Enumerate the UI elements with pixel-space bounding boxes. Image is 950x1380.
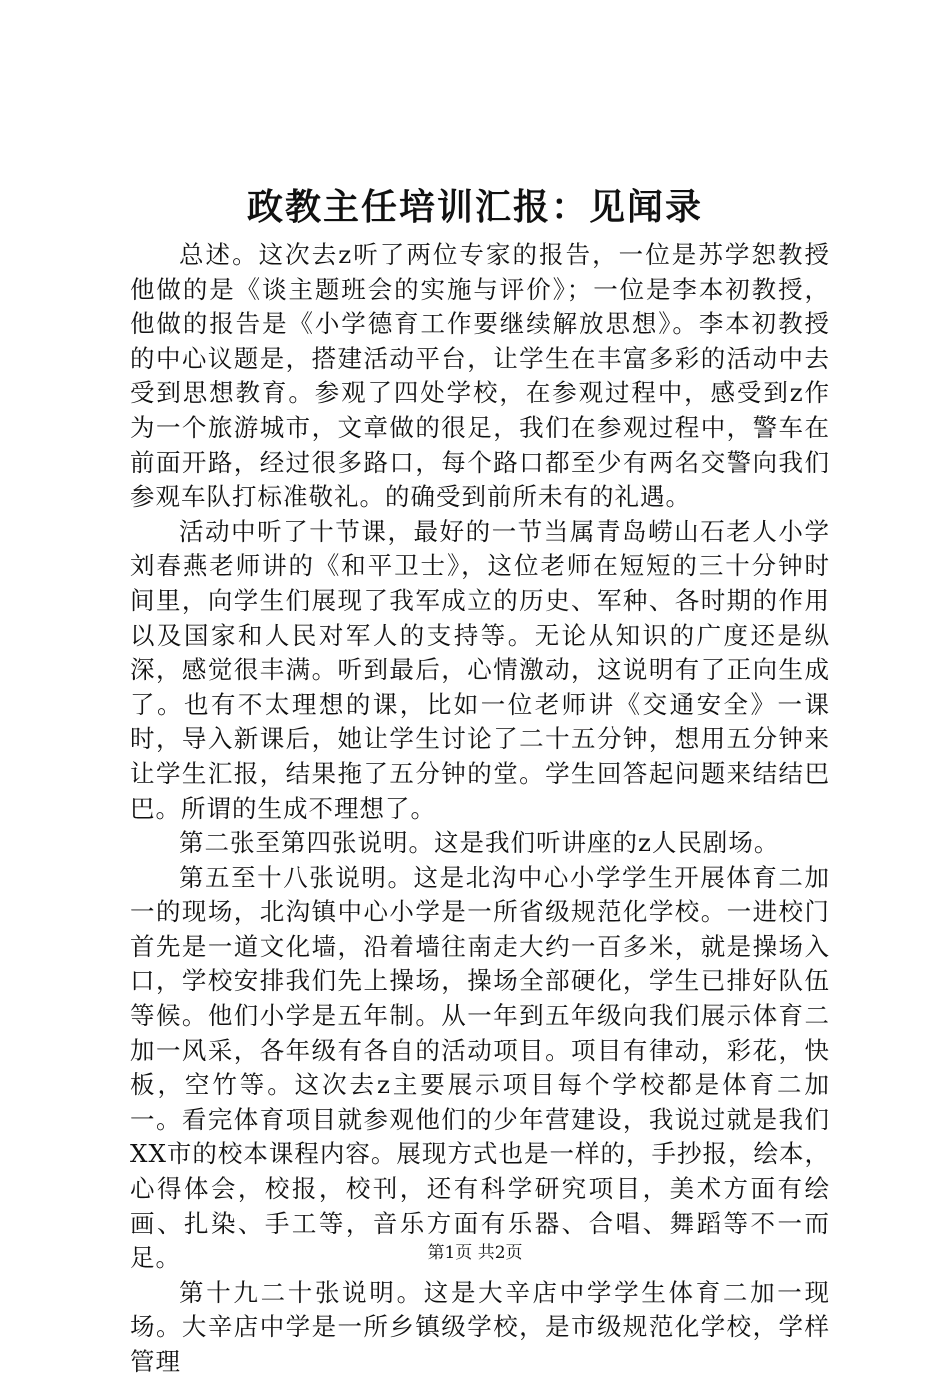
paragraph-photos-2-4: 第二张至第四张说明。这是我们听讲座的z人民剧场。	[179, 828, 780, 858]
paragraph-overview: 总述。这次去z听了两位专家的报告，一位是苏学恕教授他做的是《谈主题班会的实施与评价》；一位是李本初教授，他做的报告是《小学德育工作要继续解放思想》。李本初教授的中心议题是，搭建活动平台，让学生在丰富多彩的活动中去受到思想教育。参观了四处学校，在参观过程中，感受到z作为一个旅游城市，文章做的很足，我们在参观过程中，警车在前面开路，经过很多路口，每个路口都至少有两名交警向我们参观车队打标准敬礼。的确受到前所未有的礼遇。	[130, 240, 830, 512]
page-number-footer: 第1页 共2页	[427, 1243, 523, 1263]
paragraph-photos-19-20: 第十九二十张说明。这是大辛店中学学生体育二加一现场。大辛店中学是一所乡镇级学校，是市级规范化学校，学样管理	[130, 1277, 830, 1376]
paragraph-lessons: 活动中听了十节课，最好的一节当属青岛崂山石老人小学刘春燕老师讲的《和平卫士》，这位老师在短短的三十分钟时间里，向学生们展现了我军成立的历史、军种、各时期的作用以及国家和人民对军人的支持等。无论从知识的广度还是纵深，感觉很丰满。听到最后，心情激动，这说明有了正向生成了。也有不太理想的课，比如一位老师讲《交通安全》一课时，导入新课后，她让学生讨论了二十五分钟，想用五分钟来让学生汇报，结果拖了五分钟的堂。学生回答起问题来结结巴巴。所谓的生成不理想了。	[130, 516, 830, 823]
document-title: 政教主任培训汇报：见闻录	[246, 186, 703, 228]
paragraph-photos-5-18: 第五至十八张说明。这是北沟中心小学学生开展体育二加一的现场，北沟镇中心小学是一所省级规范化学校。一进校门首先是一道文化墙，沿着墙往南走大约一百多米，就是操场入口，学校安排我们先上操场，操场全部硬化，学生已排好队伍等候。他们小学是五年制。从一年到五年级向我们展示体育二加一风采，各年级有各自的活动项目。项目有律动，彩花，快板，空竹等。这次去z主要展示项目每个学校都是体育二加一。看完体育项目就参观他们的少年营建设，我说过就是我们XX市的校本课程内容。展现方式也是一样的，手抄报，绘本，心得体会，校报，校刊，还有科学研究项目，美术方面有绘画、扎染、手工等，音乐方面有乐器、合唱、舞蹈等不一而足。	[130, 862, 830, 1273]
document-body	[130, 238, 830, 1380]
